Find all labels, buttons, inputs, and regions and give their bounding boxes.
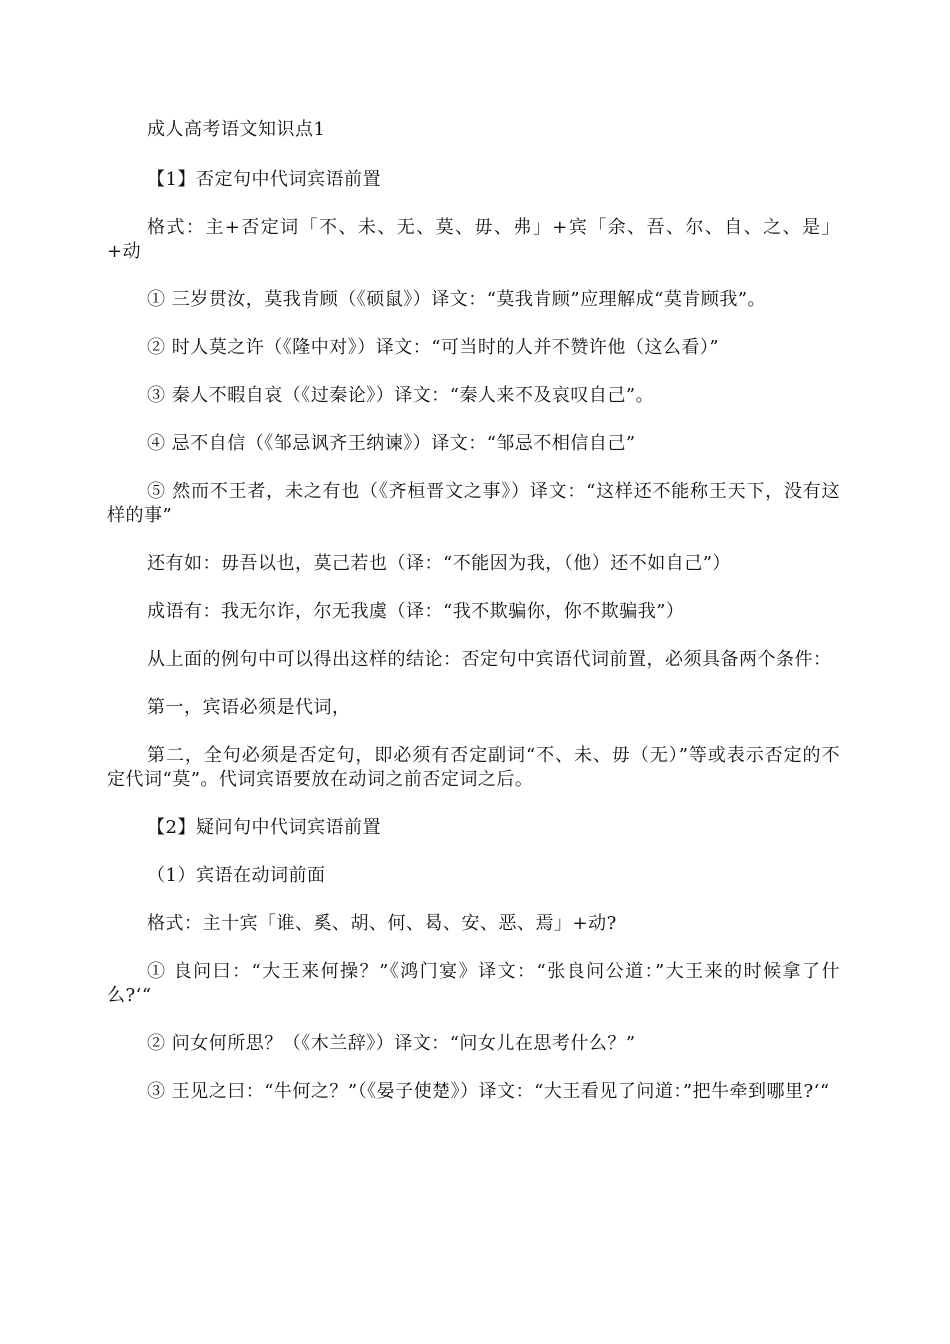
format-paragraph-2: 格式：主十宾「谁、奚、胡、何、曷、安、恶、焉」+动? [147,913,617,934]
conclusion-paragraph: 从上面的例句中可以得出这样的结论：否定句中宾语代词前置，必须具备两个条件： [147,649,832,670]
idiom-paragraph: 成语有：我无尔诈，尔无我虞（译：“我不欺骗你，你不欺骗我”） [147,601,685,622]
example-paragraph: ⑤ 然而不王者，未之有也（《齐桓晋文之事》）译文：“这样还不能称王天下，没有这样的事” [107,481,840,526]
document-title: 成人高考语文知识点1 [147,119,326,140]
example-paragraph: ③ 秦人不暇自哀（《过秦论》）译文：“秦人来不及哀叹自己”。 [147,385,655,406]
section-heading-1: 【1】否定句中代词宾语前置 [147,169,381,190]
subsection-heading: （1）宾语在动词前面 [147,865,326,886]
additional-example-paragraph: 还有如：毋吾以也，莫己若也（译：“不能因为我，（他）还不如自己”） [147,553,731,574]
condition-paragraph-2: 第二，全句必须是否定句，即必须有否定副词“不、未、毋（无）”等或表示否定的不定代词“莫”。代词宾语要放在动词之前否定词之后。 [107,745,840,790]
document-body [107,118,840,1128]
section-heading-2: 【2】疑问句中代词宾语前置 [147,817,381,838]
condition-paragraph-1: 第一，宾语必须是代词， [147,697,351,718]
example-paragraph: ② 问女何所思？（《木兰辞》）译文：“问女儿在思考什么？” [147,1033,636,1054]
example-paragraph: ④ 忌不自信（《邹忌讽齐王纳谏》）译文：“邹忌不相信自己” [147,433,636,454]
example-paragraph: ① 三岁贯汝，莫我肯顾（《硕鼠》）译文：“莫我肯顾”应理解成“莫肯顾我”。 [147,289,767,310]
example-paragraph: ③ 王见之曰：“牛何之？”（《晏子使楚》）译文：“大王看见了问道：”把牛牵到哪里?‘“ [147,1081,830,1102]
example-paragraph: ② 时人莫之许（《隆中对》）译文：“可当时的人并不赞许他（这么看）” [147,337,720,358]
example-paragraph: ① 良问曰：“大王来何操？”《鸿门宴》译文：“张良问公道：”大王来的时候拿了什么?‘“ [107,961,840,1006]
format-paragraph-1: 格式：主+否定词「不、未、无、莫、毋、弗」+宾「余、吾、尔、自、之、是」+动 [107,217,840,262]
